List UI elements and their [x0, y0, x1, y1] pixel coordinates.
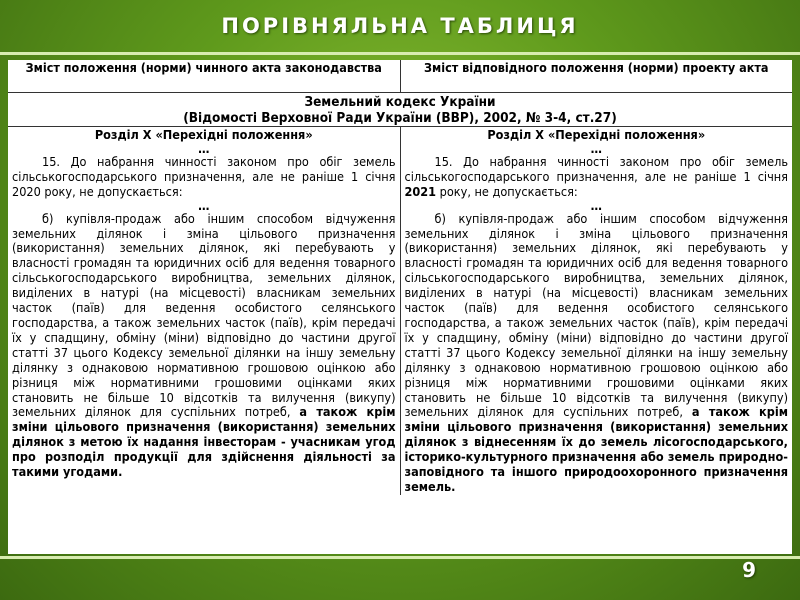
- law-source: (Відомості Верховної Ради України (ВВР), 2002, № 3-4, ст.27): [183, 110, 617, 126]
- paragraph-15-year: 2021: [404, 183, 437, 199]
- header-current-law: Зміст положення (норми) чинного акта законодавства: [8, 60, 401, 92]
- page-number: 9: [742, 558, 756, 582]
- paragraph-15: 15. До набрання чинності законом про обіг земель сільськогосподарського призначення, але не раніше 1 січня 2020 року, не допускається:: [12, 153, 396, 199]
- bottom-stripe: [0, 556, 800, 559]
- paragraph-15: [405, 155, 789, 200]
- paragraph-15-text-end: року, не допускається:: [436, 183, 578, 199]
- section-heading: Розділ X «Перехідні положення»: [487, 127, 706, 142]
- paragraph-b-bold-text: а також крім зміни цільового призначення (використання) земельних ділянок з метою їх надання інвесторам - учасникам угод про розподіл продукції для здійснення діяльності за такими угодами.: [12, 404, 396, 480]
- current-law-column: [8, 127, 401, 495]
- draft-law-column: [401, 127, 793, 495]
- paragraph-b: [12, 212, 396, 480]
- table-body-row: [8, 127, 792, 495]
- ellipsis: …: [198, 197, 210, 213]
- ellipsis: …: [590, 140, 602, 156]
- paragraph-b: [405, 212, 789, 495]
- table-header-row: [8, 60, 792, 93]
- ellipsis: …: [590, 197, 602, 213]
- section-heading: Розділ X «Перехідні положення»: [94, 127, 313, 142]
- paragraph-15-text: 15. До набрання чинності законом про обіг земель сільськогосподарського призначення, але не раніше 1 січня: [404, 153, 788, 184]
- header-draft-law: Зміст відповідного положення (норми) проекту акта: [424, 60, 769, 75]
- law-title: Земельний кодекс України: [304, 94, 496, 110]
- ellipsis: …: [198, 140, 210, 156]
- paragraph-b-text: б) купівля-продаж або іншим способом відчуження земельних ділянок і зміна цільового призначення (використання) земельних ділянок, які перебувають у власності громадян та юридичних осіб для ведення товарного сільськогосподарського виробництва, земельних ділянок, виділених в натурі (на місцевості) власникам земельних часток (паїв) для ведення особистого селянського господарства, а також земельних часток (паїв), крім передачі їх у спадщину, обміну (міни) відповідно до частини другої статті 37 цього Кодексу земельної ділянки на іншу земельну ділянку з однаковою нормативною грошовою оцінкою або різниця між нормативними грошовими оцінками яких становить не більше 10 відсотків та вилучення (викупу) земельних ділянок для суспільних потреб,: [404, 210, 788, 420]
- paragraph-b-bold-text: а також крім зміни цільового призначення (використання) земельних ділянок з віднесенням їх до земель лісогосподарського, історико-культурного призначення або земель природно-заповідного та іншого природоохоронного призначення земель.: [404, 404, 788, 494]
- law-title-row: [8, 93, 792, 127]
- comparison-table: [8, 60, 792, 554]
- slide-title: ПОРІВНЯЛЬНА ТАБЛИЦЯ: [221, 14, 579, 38]
- paragraph-b-text: б) купівля-продаж або іншим способом відчуження земельних ділянок і зміна цільового призначення (використання) земельних ділянок, які перебувають у власності громадян та юридичних осіб для ведення товарного сільськогосподарського виробництва, земельних ділянок, виділених в натурі (на місцевості) власникам земельних часток (паїв) для ведення особистого селянського господарства, а також земельних часток (паїв), крім передачі їх у спадщину, обміну (міни) відповідно до частини другої статті 37 цього Кодексу земельної ділянки на іншу земельну ділянку з однаковою нормативною грошовою оцінкою або різниця між нормативними грошовими оцінками яких становить не більше 10 відсотків та вилучення (викупу) земельних ділянок для суспільних потреб,: [12, 210, 396, 420]
- top-stripe: [0, 52, 800, 55]
